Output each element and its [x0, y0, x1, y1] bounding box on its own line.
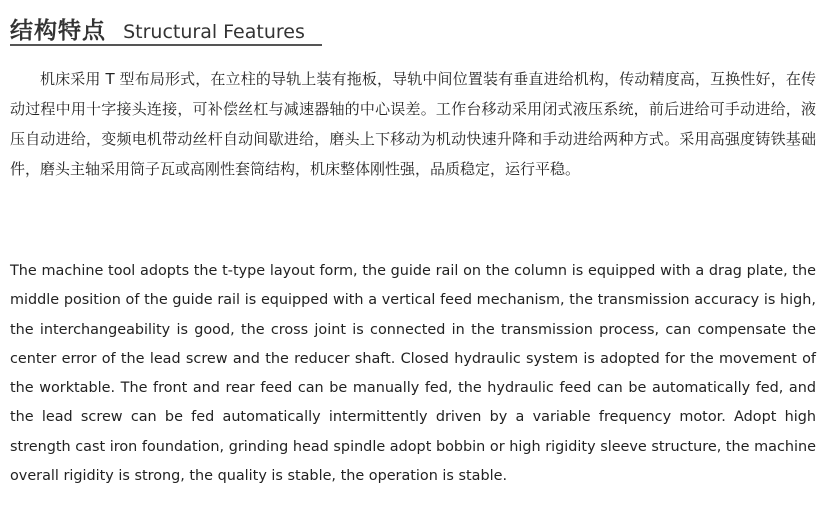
title-underline-divider	[10, 44, 322, 46]
description-paragraph-chinese: 机床采用 T 型布局形式，在立柱的导轨上装有拖板，导轨中间位置装有垂直进给机构，传动精度高，互换性好，在传动过程中用十字接头连接，可补偿丝杠与减速器轴的中心误差。工作台移动采用闭式液压系统，前后进给可手动进给，液压自动进给，变频电机带动丝杆自动间歇进给，磨头上下移动为机动快速升降和手动进给两种方式。采用高强度铸铁基础件，磨头主轴采用筒子瓦或高刚性套筒结构，机床整体刚性强，品质稳定，运行平稳。	[10, 70, 816, 178]
description-paragraph-english: The machine tool adopts the t-type layout form, the guide rail on the column is equipped with a drag plate, the middle position of the guide rail is equipped with a vertical feed mechanism, the transmission accuracy is high, the interchangeability is good, the cross joint is connected in the transmission process, can compensate the center error of the lead screw and the reducer shaft. Closed hydraulic system is adopted for the movement of the worktable. The front and rear feed can be manually fed, the hydraulic feed can be automatically fed, and the lead screw can be fed automatically intermittently driven by a variable frequency motor. Adopt high strength cast iron foundation, grinding head spindle adopt bobbin or high rigidity sleeve structure, the machine overall rigidity is strong, the quality is stable, the operation is stable.	[10, 263, 816, 485]
section-title-chinese: 结构特点	[10, 18, 106, 44]
section-title-english: Structural Features	[123, 21, 305, 43]
section-header	[10, 12, 322, 46]
